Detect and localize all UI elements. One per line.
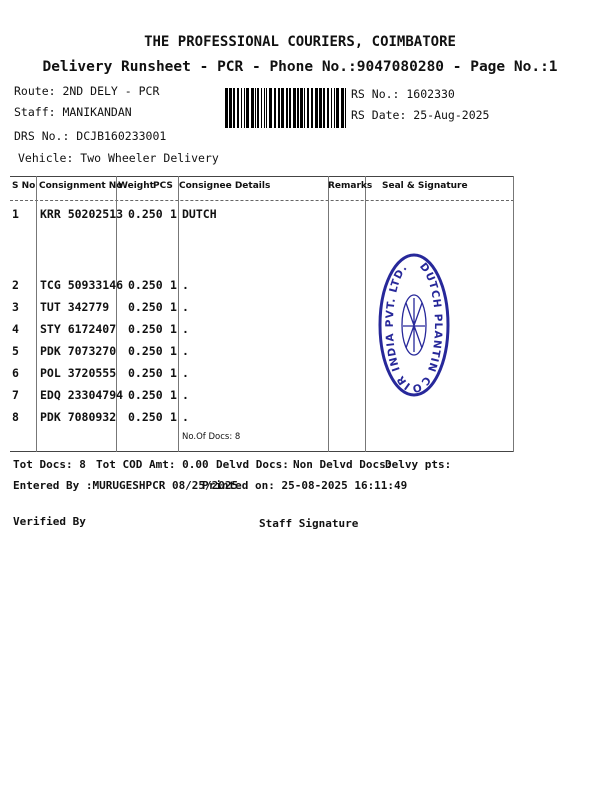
row-pcs: 1 [170,388,177,402]
drs-number: DRS No.: DCJB160233001 [14,129,167,143]
row-consignment: PDK 7080932 [40,410,117,424]
th-pcs: PCS [153,181,173,191]
company-title: THE PROFESSIONAL COURIERS, COIMBATORE [144,34,456,50]
seal-text: DUTCH PLANTIN COIR INDIA PVT. LTD. [383,260,444,395]
tot-cod: Tot COD Amt: 0.00 [96,458,209,471]
th-consignee: Consignee Details [179,181,271,191]
docs-count: No.Of Docs: 8 [182,432,241,442]
delvd-docs: Delvd Docs: [216,458,289,471]
row-consignment: TUT 342779 [40,300,110,314]
staff-label: Staff: MANIKANDAN [14,105,132,119]
row-sno: 5 [12,344,19,358]
row-weight: 0.250 [128,344,163,358]
row-sno: 6 [12,366,19,380]
row-consignee: . [182,322,189,336]
row-consignment: POL 3720555 [40,366,117,380]
verified-by: Verified By [13,515,86,528]
rs-date: RS Date: 25-Aug-2025 [351,108,490,122]
row-weight: 0.250 [128,278,163,292]
vehicle-label: Vehicle: Two Wheeler Delivery [18,151,219,165]
row-pcs: 1 [170,278,177,292]
th-weight: Weight [118,181,154,191]
row-pcs: 1 [170,410,177,424]
row-sno: 2 [12,278,19,292]
barcode-bars [225,88,346,128]
row-pcs: 1 [170,344,177,358]
row-consignment: TCG 50933146 [40,278,124,292]
staff-signature: Staff Signature [259,517,359,530]
th-seal: Seal & Signature [382,181,468,191]
row-consignment: KRR 50202513 [40,207,124,221]
tot-docs: Tot Docs: 8 [13,458,86,471]
th-remarks: Remarks [328,181,373,191]
row-sno: 7 [12,388,19,402]
runsheet-subtitle: Delivery Runsheet - PCR - Phone No.:9047080280 - Page No.:1 [42,59,558,75]
row-consignment: PDK 7073270 [40,344,117,358]
row-consignee: . [182,410,189,424]
row-consignee: DUTCH [182,207,217,221]
printed-on: Printed on: 25-08-2025 16:11:49 [202,479,408,492]
row-sno: 1 [12,207,19,221]
row-weight: 0.250 [128,207,163,221]
row-weight: 0.250 [128,300,163,314]
company-seal [376,248,452,398]
row-consignment: EDQ 23304794 [40,388,124,402]
row-sno: 3 [12,300,19,314]
row-weight: 0.250 [128,366,163,380]
row-weight: 0.250 [128,388,163,402]
route-label: Route: 2ND DELY - PCR [14,84,160,98]
row-pcs: 1 [170,322,177,336]
row-weight: 0.250 [128,410,163,424]
row-pcs: 1 [170,300,177,314]
row-pcs: 1 [170,366,177,380]
row-pcs: 1 [170,207,177,221]
row-sno: 4 [12,322,19,336]
barcode [225,88,347,128]
delvy-pts: Delvy pts: [385,458,452,471]
row-consignee: . [182,344,189,358]
entered-by: Entered By :MURUGESHPCR 08/25/2025 [13,479,239,492]
th-sno: S No [12,181,36,191]
row-consignment: STY 6172407 [40,322,117,336]
row-sno: 8 [12,410,19,424]
th-consignment: Consignment No [39,181,123,191]
non-delvd-docs: Non Delvd Docs: [293,458,393,471]
row-consignee: . [182,388,189,402]
row-consignee: . [182,300,189,314]
row-consignee: . [182,278,189,292]
row-consignee: . [182,366,189,380]
seal-emblem-icon [403,298,425,352]
rs-number: RS No.: 1602330 [351,87,455,101]
row-weight: 0.250 [128,322,163,336]
